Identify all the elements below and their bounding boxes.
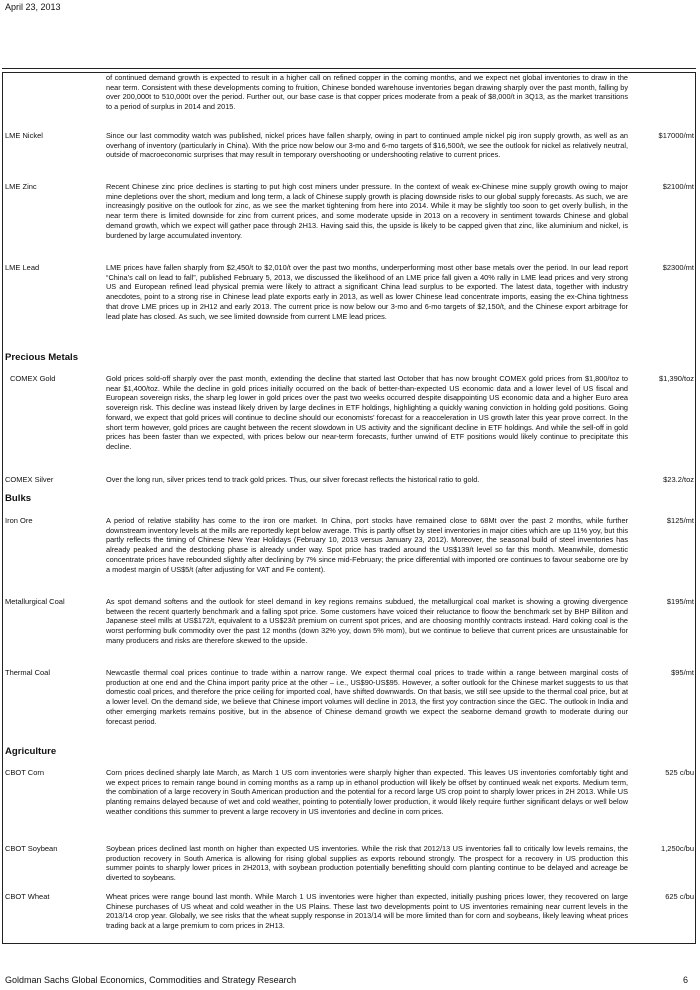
row-price-lme-lead: $2300/mt <box>662 263 694 272</box>
report-date: April 23, 2013 <box>5 2 61 12</box>
row-label-cbot-soybean: CBOT Soybean <box>5 844 58 853</box>
row-label-cbot-corn: CBOT Corn <box>5 768 45 777</box>
row-price-lme-nickel: $17000/mt <box>658 131 694 140</box>
row-price-cbot-corn: 525 c/bu <box>665 768 694 777</box>
row-price-lme-zinc: $2100/mt <box>662 182 694 191</box>
row-price-thermal-coal: $95/mt <box>671 668 694 677</box>
row-price-comex-gold: $1,390/toz <box>658 374 694 383</box>
row-label-lme-lead: LME Lead <box>5 263 40 272</box>
section-heading-agriculture: Agriculture <box>5 746 57 757</box>
section-heading-bulks: Bulks <box>5 493 32 504</box>
row-price-cbot-wheat: 625 c/bu <box>665 892 694 901</box>
row-text-lme-zinc: Recent Chinese zinc price declines is starting to put high cost miners under pressure. In the context of weak ex-Chinese mine supply growth owing to major mine depletions over the short, medium and long term, a lack of Chinese supply growth is placing downside risks to our global supply forecasts. As such, we are increasingly positive on the outlook for zinc, as we see the market tightening from here into 2014. While it may be slightly too soon to get overly bullish, in the near term there is limited downside for zinc from current prices, and some moderate upside in 2013 on a recovery in sentiment towards Chinese and global demand growth, which we expect will gather pace through 2H13. Having said this, the upside is likely to be capped given that zinc, like aluminium and nickel, is burdened by large accumulated inventory. <box>106 182 628 240</box>
row-text-cbot-corn: Corn prices declined sharply late March, as March 1 US corn inventories were sharply higher than expected. This leaves US inventories comfortably tight and we expect prices to remain range bound in coming months as a ramp up in ethanol production will likely be offset by continued weak net exports. Medium term, the combination of a large recovery in South American production and the potential for a record large US crop point to sharply lower prices in 2H 2013. While US planting remains delayed because of wet and cold weather, pointing to potentially lower production, it would likely require further significant delays or well below weather conditions this summer to prevent a large recovery in US inventories and decline in corn prices. <box>106 768 628 816</box>
row-label-thermal-coal: Thermal Coal <box>5 668 51 677</box>
page-number: 6 <box>682 975 688 985</box>
row-label-lme-zinc: LME Zinc <box>5 182 37 191</box>
row-text-thermal-coal: Newcastle thermal coal prices continue to trade within a narrow range. We expect thermal coal prices to trade within a range between marginal costs of production at one end and the China import parity price at the other – i.e., US$90-US$95. However, a softer outlook for the Chinese market suggests to us that domestic coal prices, and therefore the price ceiling for imported coal, have shifted downwards. On that basis, we still see upside to the thermal coal price, but at a lower level. On the demand side, we believe that Chinese import volumes will decline in 2013, the first yoy contraction since the GEC. The outlook in India and other emerging markets remains positive, but in the absence of Chinese demand growth we expect the seaborne demand growth to moderate during our forecast period. <box>106 668 628 726</box>
row-price-metallurgical-coal: $195/mt <box>666 597 694 606</box>
row-label-comex-silver: COMEX Silver <box>5 475 54 484</box>
top-rule <box>2 68 696 69</box>
row-label-cbot-wheat: CBOT Wheat <box>5 892 50 901</box>
footer-source: Goldman Sachs Global Economics, Commodities and Strategy Research <box>5 975 297 985</box>
row-price-comex-silver: $23.2/toz <box>663 475 694 484</box>
row-label-metallurgical-coal: Metallurgical Coal <box>5 597 65 606</box>
row-label-iron-ore: Iron Ore <box>5 516 33 525</box>
copper-continuation-text: of continued demand growth is expected to result in a higher call on refined copper in the coming months, and we expect net global inventories to draw in the near term. Consistent with these developments coming to fruition, Chinese bonded warehouse inventories began drawing sharply over the past month, falling by over 200,000t to 510,000t over the period. Further out, our base case is that copper prices moderate from a peak of $8,000/t in 3Q13, as the market transitions to a period of surplus in 2014 and 2015. <box>106 73 628 112</box>
row-text-lme-lead: LME prices have fallen sharply from $2,450/t to $2,010/t over the past two months, underperforming most other base metals over the period. In our lead report “China’s call on lead to fall”, published February 5, 2013, we discussed the likelihood of an LME price fall given a 40% rally in LME lead prices and very strong US and European refined lead physical premia were likely to attract a significant China lead surplus to be exported. The latest data, together with industry anecdotes, point to a strong rise in Chinese lead plate exports early in 2013, as well as lower Chinese lead concentrate imports, easing the ex-China tightness that drove LME prices up in 2H12 and early 2013. The current price is now below our 3-mo and 6-mo targets of $2,150/t, and the Chinese export arbitrage for lead plate has closed. As such, we see limited downside from current LME lead prices. <box>106 263 628 321</box>
section-heading-precious-metals: Precious Metals <box>5 352 79 363</box>
row-text-comex-gold: Gold prices sold-off sharply over the past month, extending the decline that started last October that has now brought COMEX gold prices from $1,800/toz to near $1,400/toz. While the decline in gold prices initially occurred on the back of better-than-expected US economic data and a lower level of US fiscal and European sovereign risks, the sharp leg lower in gold prices over the past two weeks occurred despite disappointing US economic data and a higher Euro area sovereign risk. This decline was instead likely driven by large declines in ETF holdings, highlighting a quickly waning conviction in holding gold positions. Going forward, we expect that gold prices will continue to decline should our economists’ forecast for a reacceleration in US growth later this year prove correct. In the short term however, gold prices are caught between the recent slowdown in US activity and the significant decline in ETF holdings. And while the sell-off in gold prices has been faster than we expected, with prices below our near-term forecasts, further unwind of ETF positions would likely continue to precipitate this decline. <box>106 374 628 451</box>
row-label-lme-nickel: LME Nickel <box>5 131 43 140</box>
row-text-metallurgical-coal: As spot demand softens and the outlook for steel demand in key regions remains subdued, the metallurgical coal market is showing a growing divergence between the recent quarterly benchmark and a falling spot price. Some customers have voiced their reluctance to floow the benchmark set by BHP Billiton and Japanese steel mills at US$172/t, equivalent to a US$23/t premium on current spot prices, and are choosing monthly contracts instead. Hard coking coal is the worst performing bulk commodity over the past 12 months (down 32% yoy, down 5% mom), but we continue to believe that current prices are unsustainable for many producers and risks are therefore skewed to the upside. <box>106 597 628 645</box>
row-text-lme-nickel: Since our last commodity watch was published, nickel prices have fallen sharply, owing in part to continued ample nickel pig iron supply growth, as well as an overhang of inventory (particularly in China). With the price now below our 3-mo and 6-mo targets of $16,500/t, we see the outlook for nickel as relatively neutral, outside of macroeconomic surprises that may result in temporary overshooting or undershooting relative to current prices. <box>106 131 628 160</box>
row-text-cbot-soybean: Soybean prices declined last month on higher than expected US inventories. While the risk that 2012/13 US inventories fall to critically low levels remains, the production recovery in South America is allowing for rising global supplies as exports rebound strongly. The prospect for a recovery in US production this summer points to sharply lower prices in 2H2013, with soybean production potentially benefitting should corn planting continue to be delayed and acreage be diverted to soybeans. <box>106 844 628 883</box>
row-text-cbot-wheat: Wheat prices were range bound last month. While March 1 US inventories were higher than expected, initially pushing prices lower, they recovered on large Chinese purchases of US wheat and cold weather in the US Plains. These last two developments point to US inventories remaining near current levels in the 2013/14 crop year. Globally, we see risks that the wheat supply response in 2013/14 will be more limited than for corn and soybeans, likely leaving wheat prices trading back at a large premium to corn prices in 2H13. <box>106 892 628 931</box>
row-text-comex-silver: Over the long run, silver prices tend to track gold prices. Thus, our silver forecast reflects the historical ratio to gold. <box>106 475 480 484</box>
row-label-comex-gold: COMEX Gold <box>10 374 56 383</box>
row-text-iron-ore: A period of relative stability has come to the iron ore market. In China, port stocks have remained close to 68Mt over the past 2 months, while further downstream inventory levels at the mills are reportedly kept below average. This is partly offset by steel inventories in major cities which are up 11% yoy, but this partly reflects the timing of Chinese New Year Holidays (February 10, 2013 versus January 23, 2012). Moreover, the seasonal build of steel inventories has already peaked and the destocking phase is already under way. Spot price has traded around the US$139/t level so far this month. Meanwhile, domestic concentrate prices have rebounded slightly after declining by 7% since mid-February; the price differential with imported ore continues to favour seaborne ore by a modest margin of US$5/t (after adjusting for VAT and Fe content). <box>106 516 628 574</box>
row-price-cbot-soybean: 1,250c/bu <box>661 844 694 853</box>
row-price-iron-ore: $125/mt <box>666 516 694 525</box>
